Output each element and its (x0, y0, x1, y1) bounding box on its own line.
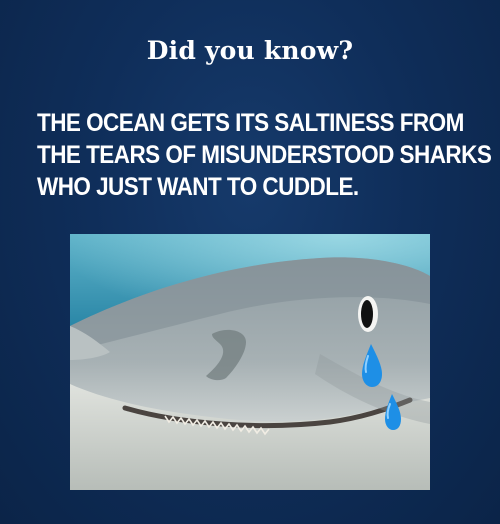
shark-photo (70, 234, 430, 490)
shark-eye (361, 300, 373, 328)
fact-line-2: THE TEARS OF MISUNDERSTOOD SHARKS (37, 141, 492, 169)
heading-did-you-know: Did you know? (146, 36, 354, 65)
fact-line-3: WHO JUST WANT TO CUDDLE. (37, 173, 359, 201)
shark-illustration (70, 234, 430, 490)
fact-line-1: THE OCEAN GETS ITS SALTINESS FROM (37, 109, 464, 137)
fact-text (37, 107, 492, 203)
